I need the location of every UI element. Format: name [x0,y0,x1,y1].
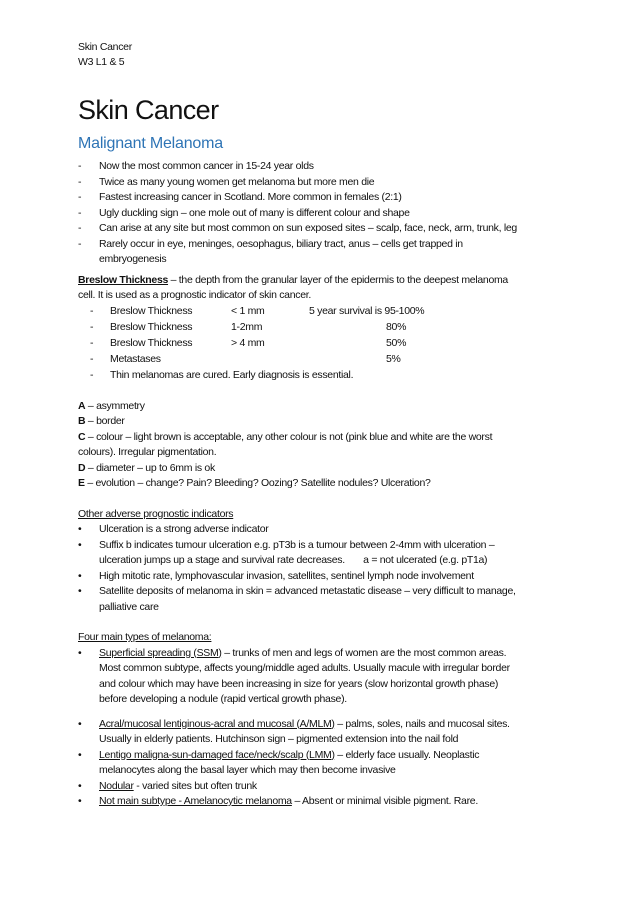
table-cell: Thin melanomas are cured. Early diagnosis is essential. [110,368,354,381]
adverse-heading: Other adverse prognostic indicators [78,507,234,520]
breslow-paragraph [78,273,558,304]
list-item: • Acral/mucosal lentiginous-acral and mucosal (A/MLM) – palms, soles, nails and mucosal sites. [78,717,558,733]
table-cell: Breslow Thickness [110,320,193,333]
breslow-term: Breslow Thickness [78,273,169,286]
list-item: D – diameter – up to 6mm is ok [78,461,215,474]
table-cell: Breslow Thickness [110,304,193,317]
table-cell: > 4 mm [231,336,265,349]
types-section [78,630,558,810]
list-item: B – border [78,415,125,427]
breslow-def-2: cell. It is used as a prognostic indicator of skin cancer. [78,289,311,301]
table-row: - Breslow Thickness < 1 mm 5 year survival is 95-100% [78,304,558,320]
breslow-def-1: – the depth from the granular layer of the epidermis to the deepest melanoma [168,273,508,286]
page-title: Skin Cancer [78,95,219,125]
abcde-list [78,399,558,492]
table-cell: 5% [386,352,401,365]
header-line-1: Skin Cancer [78,41,132,53]
table-row: - Metastases 5% [78,352,558,368]
header-line-2: W3 L1 & 5 [78,56,125,68]
list-item: - Can arise at any site but most common on sun exposed sites – scalp, face, neck, arm, trunk, leg [78,221,558,237]
table-cell: Metastases [110,352,161,365]
list-item-continuation: embryogenesis [99,253,167,265]
list-item: • High mitotic rate, lymphovascular invasion, satellites, sentinel lymph node involvement [78,569,558,585]
table-row: - Breslow Thickness 1-2mm 80% [78,320,558,336]
table-cell: 80% [386,320,407,333]
list-item: • Ulceration is a strong adverse indicator [78,522,558,538]
list-item: • Not main subtype - Amelanocytic melanoma – Absent or minimal visible pigment. Rare. [78,794,558,810]
table-cell: Breslow Thickness [110,336,193,349]
list-item-continuation: melanocytes along the basal layer which may then become invasive [99,764,396,776]
adverse-section [78,507,558,616]
list-item: C – colour – light brown is acceptable, any other colour is not (pink blue and white are the worst [78,430,493,443]
list-item: colours). Irregular pigmentation. [78,446,217,458]
list-item: - Twice as many young women get melanoma but more men die [78,175,558,191]
list-item: • Suffix b indicates tumour ulceration e.g. pT3b is a tumour between 2-4mm with ulceration – [78,538,558,554]
list-item-continuation: palliative care [99,600,159,613]
types-heading: Four main types of melanoma: [78,631,212,643]
list-item: - Rarely occur in eye, meninges, oesophagus, biliary tract, anus – cells get trapped in [78,237,558,253]
list-item-continuation: and colour which may have been increasing in size for years (slow horizontal growth phase) [99,677,499,690]
breslow-table [78,304,558,384]
list-item-continuation: ulceration jumps up a stage and survival rate decreases. a = not ulcerated (e.g. pT1a) [99,554,488,566]
table-cell: 50% [386,336,407,349]
table-cell: < 1 mm [231,304,265,317]
table-cell: 1-2mm [231,320,263,333]
table-cell: 5 year survival is 95-100% [309,304,425,317]
list-item: - Fastest increasing cancer in Scotland. More common in females (2:1) [78,190,558,206]
document-page [78,40,558,810]
list-item-continuation: Most common subtype, affects young/middle aged adults. Usually macule with irregular border [99,662,510,674]
list-item: • Superficial spreading (SSM) – trunks of men and legs of women are the most common areas. [78,646,558,662]
list-item: A – asymmetry [78,399,145,412]
section-heading: Malignant Melanoma [78,135,223,152]
list-item: E – evolution – change? Pain? Bleeding? Oozing? Satellite nodules? Ulceration? [78,477,431,489]
table-row: - Breslow Thickness > 4 mm 50% [78,336,558,352]
table-row: - Thin melanomas are cured. Early diagnosis is essential. [78,368,558,384]
list-item: • Lentigo maligna-sun-damaged face/neck/scalp (LMM) – elderly face usually. Neoplastic [78,748,558,764]
list-item-continuation: before developing a nodule (rapid vertical growth phase). [99,693,347,705]
header [78,40,558,70]
list-item: - Now the most common cancer in 15-24 year olds [78,159,558,175]
list-item: • Nodular - varied sites but often trunk [78,779,558,795]
list-item: • Satellite deposits of melanoma in skin = advanced metastatic disease – very difficult to manage, [78,584,558,600]
list-item: - Ugly duckling sign – one mole out of many is different colour and shape [78,206,558,222]
list-item-continuation: Usually in elderly patients. Hutchinson sign – pigmented extension into the nail fold [99,733,459,745]
intro-list [78,159,558,268]
